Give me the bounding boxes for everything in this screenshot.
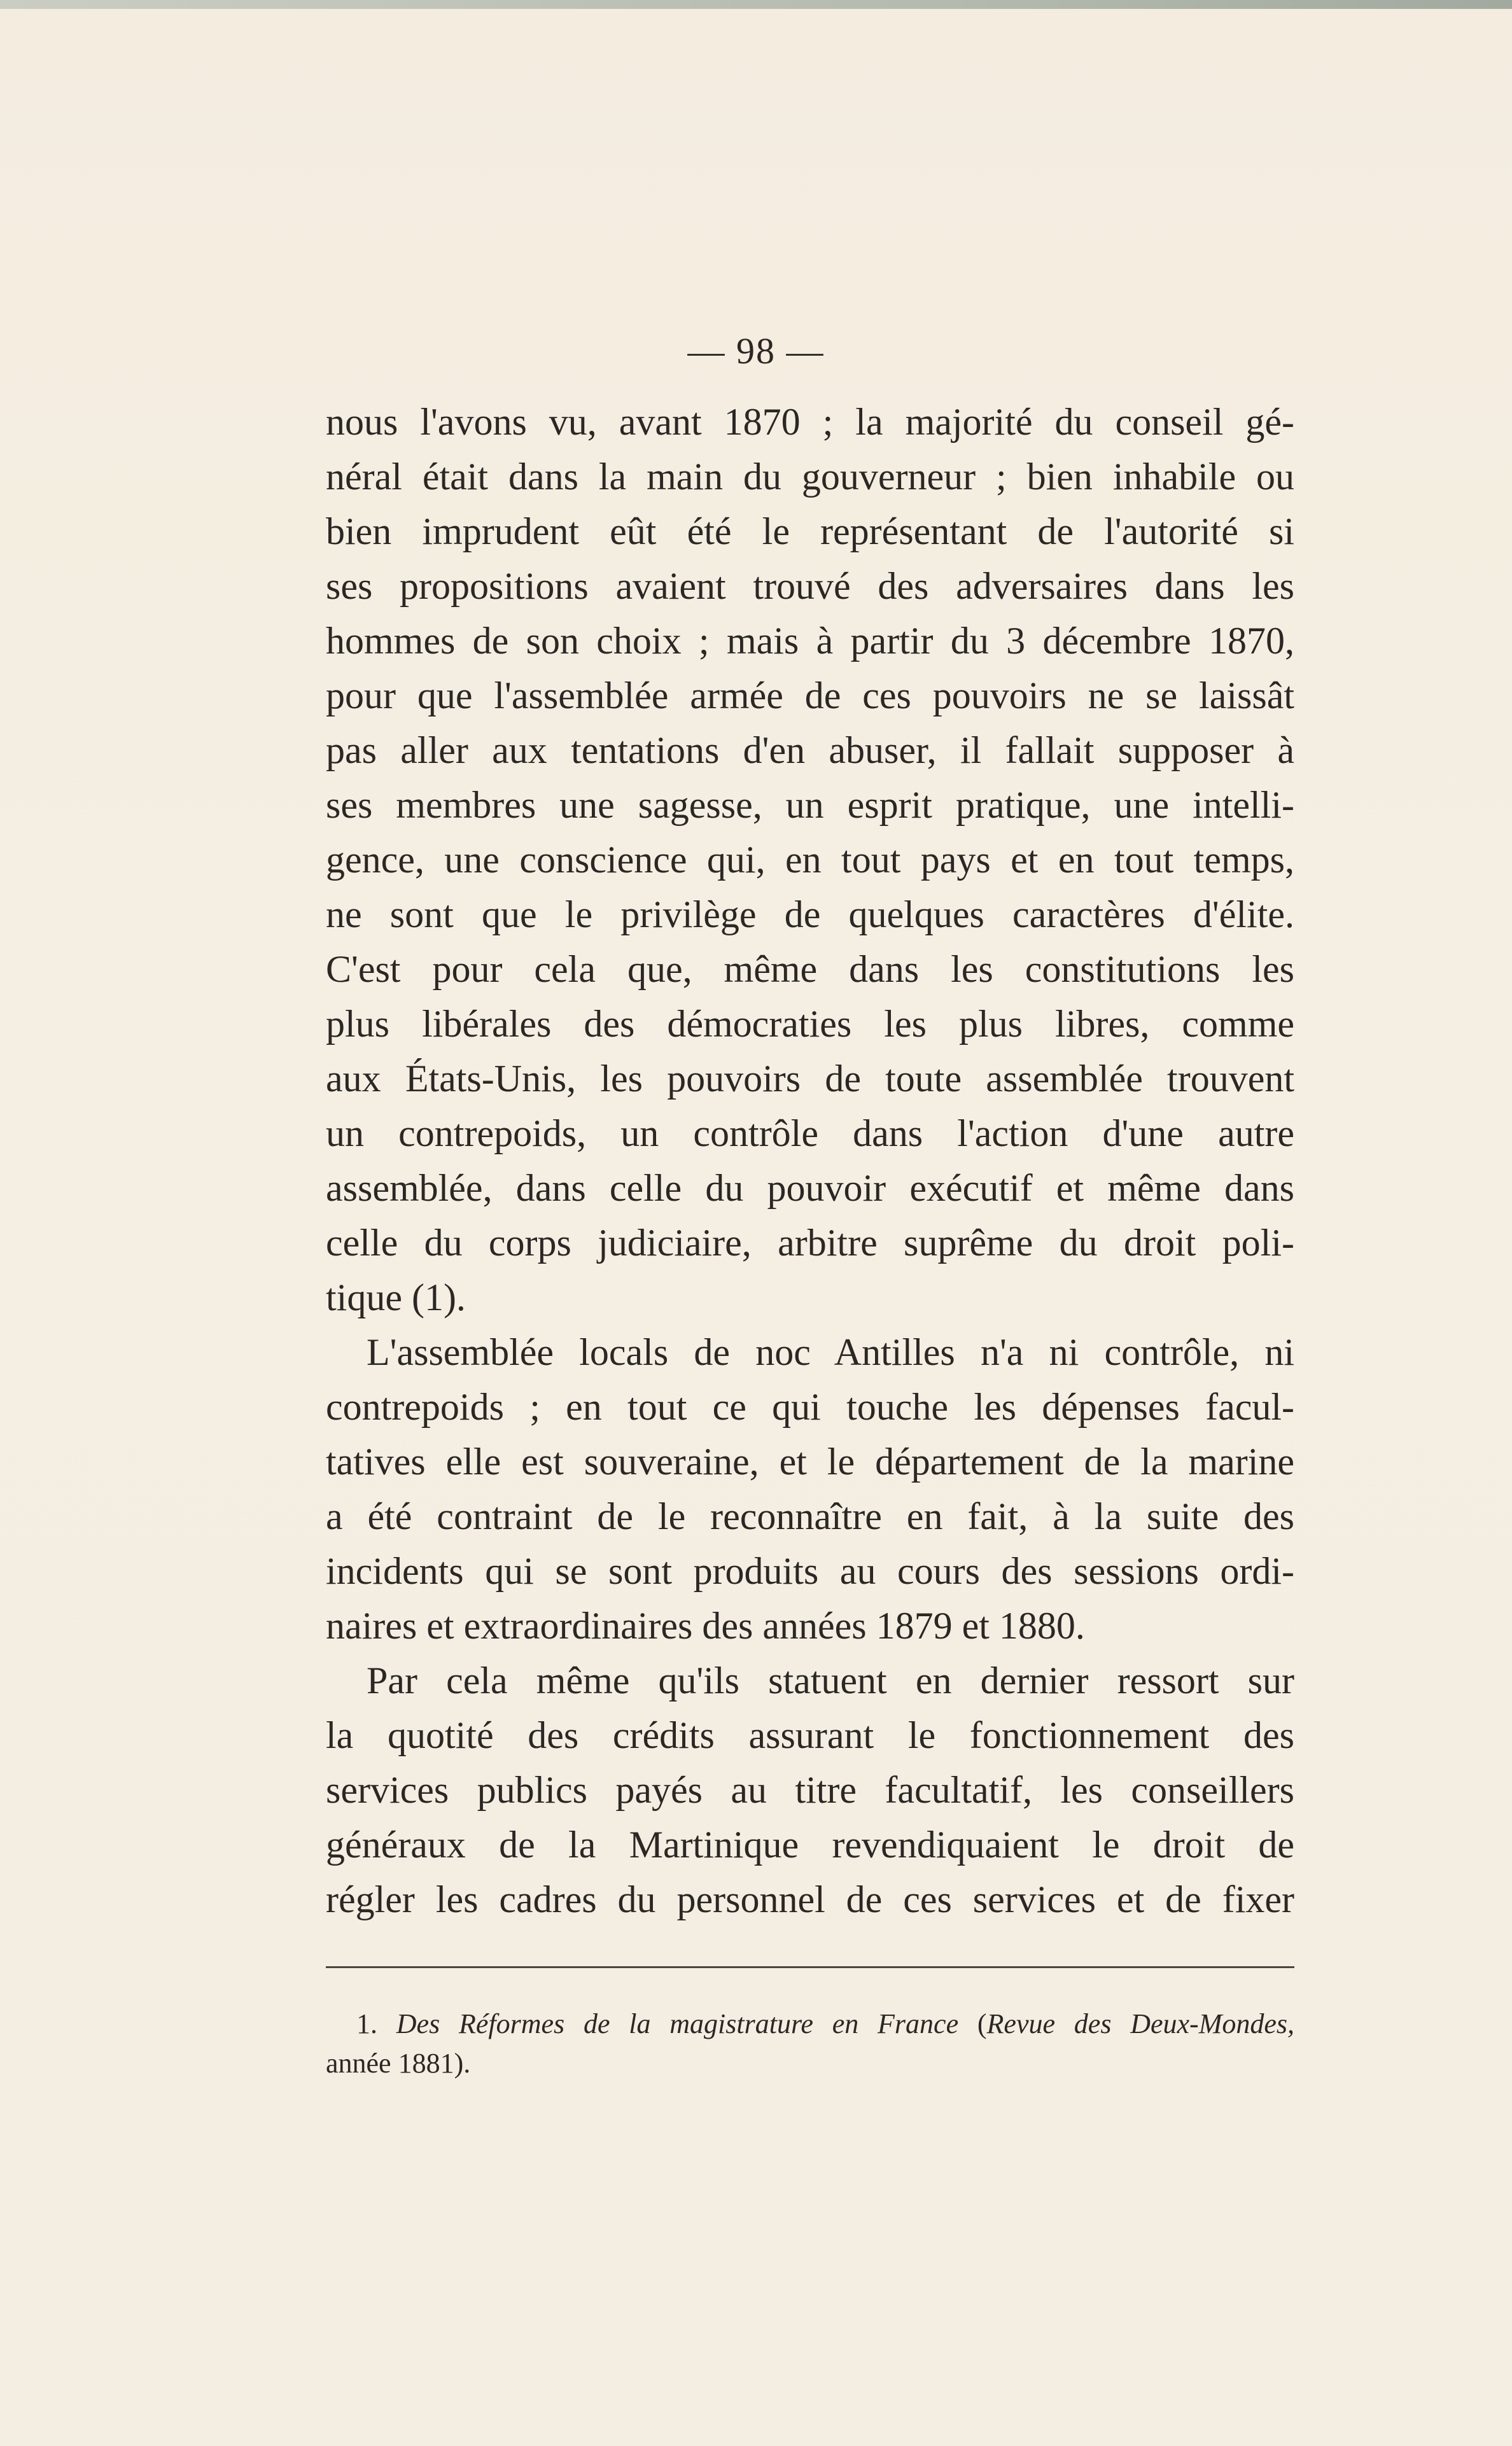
body-line: bien imprudent eût été le représentant de l'autorité si xyxy=(326,510,1294,552)
body-line: aux États-Unis, les pouvoirs de toute assemblée trouvent xyxy=(326,1058,1294,1100)
paragraph-start-line: Par cela même qu'ils statuent en dernier ressort sur xyxy=(367,1660,1294,1702)
body-line: pas aller aux tentations d'en abuser, il fallait supposer à xyxy=(326,729,1294,771)
footnote-divider xyxy=(326,1966,1294,1968)
body-line: néral était dans la main du gouverneur ; bien inhabile ou xyxy=(326,456,1294,498)
page-number: — 98 — xyxy=(687,330,825,372)
footnote-line xyxy=(326,2004,1294,2044)
paragraph-start-line: L'assemblée locals de noc Antilles n'a ni contrôle, ni xyxy=(367,1331,1294,1373)
body-line: tatives elle est souveraine, et le département de la marine xyxy=(326,1441,1294,1483)
body-line: contrepoids ; en tout ce qui touche les dépenses facul- xyxy=(326,1386,1294,1428)
body-line: pour que l'assemblée armée de ces pouvoirs ne se laissât xyxy=(326,674,1294,716)
body-line: incidents qui se sont produits au cours des sessions ordi- xyxy=(326,1550,1294,1592)
body-line: régler les cadres du personnel de ces services et de fixer xyxy=(326,1878,1294,1920)
body-text xyxy=(326,395,1294,1927)
body-line: plus libérales des démocraties les plus libres, comme xyxy=(326,1003,1294,1045)
footnote-paren: ( xyxy=(977,2008,987,2039)
footnote-source: Revue des Deux-Mondes, xyxy=(986,2008,1295,2039)
body-line: la quotité des crédits assurant le fonctionnement des xyxy=(326,1714,1294,1756)
body-line: ses membres une sagesse, un esprit pratique, une intelli- xyxy=(326,784,1294,826)
page-top-edge xyxy=(0,0,1512,9)
body-line: naires et extraordinaires des années 1879 et 1880. xyxy=(326,1605,1085,1647)
footnote-title: Des Réformes de la magistrature en France xyxy=(396,2008,959,2039)
body-line: a été contraint de le reconnaître en fait, à la suite des xyxy=(326,1495,1294,1537)
footnote-year: année 1881). xyxy=(326,2048,471,2079)
body-line: un contrepoids, un contrôle dans l'action d'une autre xyxy=(326,1112,1294,1154)
body-line: gence, une conscience qui, en tout pays et en tout temps, xyxy=(326,839,1294,881)
body-line: assemblée, dans celle du pouvoir exécutif et même dans xyxy=(326,1167,1294,1209)
body-line: tique (1). xyxy=(326,1276,466,1318)
body-line: C'est pour cela que, même dans les constitutions les xyxy=(326,948,1294,990)
body-line: généraux de la Martinique revendiquaient le droit de xyxy=(326,1824,1294,1866)
footnote xyxy=(326,2004,1294,2083)
footnote-marker: 1. xyxy=(356,2008,377,2039)
body-line: nous l'avons vu, avant 1870 ; la majorité du conseil gé- xyxy=(326,401,1294,443)
body-line: ne sont que le privilège de quelques caractères d'élite. xyxy=(326,893,1294,935)
body-line: hommes de son choix ; mais à partir du 3 décembre 1870, xyxy=(326,620,1294,662)
body-line: celle du corps judiciaire, arbitre suprême du droit poli- xyxy=(326,1222,1294,1264)
body-line: services publics payés au titre facultatif, les conseillers xyxy=(326,1769,1294,1811)
body-line: ses propositions avaient trouvé des adversaires dans les xyxy=(326,565,1294,607)
